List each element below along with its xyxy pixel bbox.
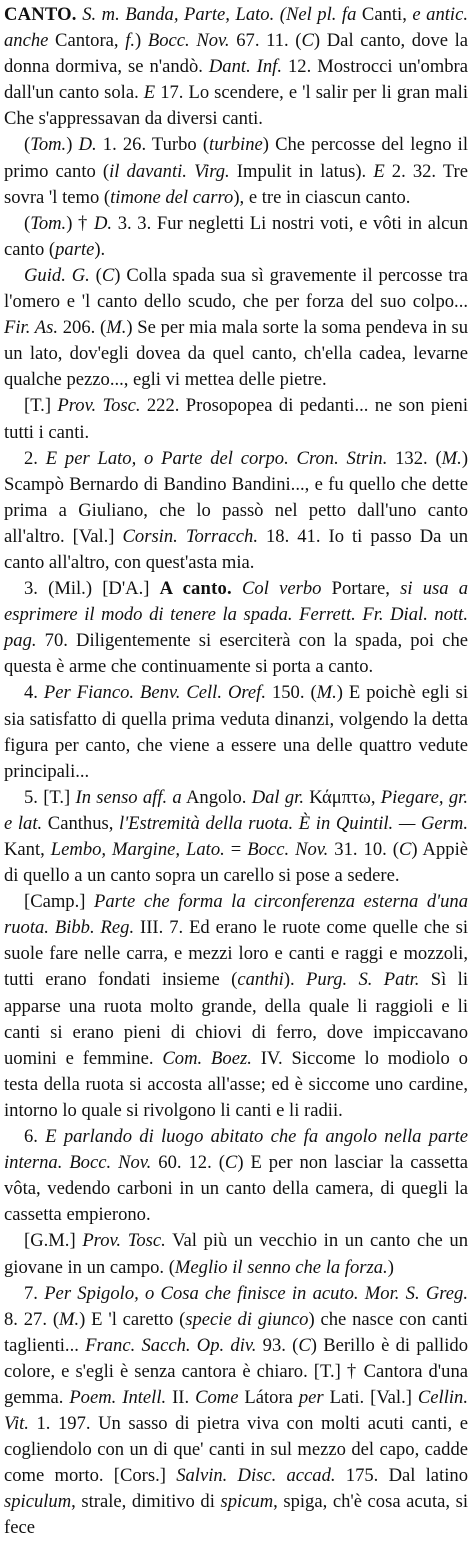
text-run: 12. Mostrocci un'ombra dall'un canto sola. (4, 56, 468, 104)
text-run: Kant, (4, 839, 51, 860)
italic-text: per (298, 1386, 324, 1408)
text-run: 132. ( (387, 447, 442, 469)
entry-sense-paragraph (4, 576, 468, 680)
italic-text: Tom. (30, 212, 67, 234)
text-run: ) Berillo è di pallido colore, e s'egli è senza cantora è chiaro. [T.] † Cantora d'una gemma. (4, 1334, 468, 1408)
italic-text: l'Estremità della ruota. È in Quintil. — Germ. (119, 812, 468, 834)
text-run (232, 578, 242, 599)
entry-sense-paragraph (4, 446, 468, 576)
italic-text: Col verbo (242, 578, 322, 600)
text-run: , strale, dimitivo di (71, 1491, 221, 1513)
text-run: II. (166, 1386, 196, 1408)
text-run: Sì li apparse una ruota molto grande, della quale li raggioli e li canti si erano pieni di chiovi di ferro, dove impiccavano uomini e femmine. (4, 969, 468, 1069)
text-run: 17. Lo scendere, e 'l salir per li gran mali Che s'appressavan da diversi canti. (4, 82, 468, 130)
italic-text: spicum (220, 1491, 274, 1513)
text-run: ( (89, 264, 102, 286)
headword: CANTO. (4, 4, 77, 25)
italic-text: E parlando di luogo abitato che fa angolo nella parte interna. Bocc. Nov. (4, 1126, 468, 1174)
text-run: IV. Siccome lo modiolo o testa della ruota si accosta all'asse; ed è siccome uno cardine, intorno lo quale si rivolgono li canti e li radii. (4, 1047, 468, 1121)
italic-text: Per Fianco. Benv. Cell. Oref. (43, 682, 266, 704)
text-run: [T.] (24, 395, 58, 417)
text-run: ) E poichè egli si sia satisfatto di quella prima veduta dinanzi, volgendo la detta figura per canto, che viene a essere una delle quattro vedute principali... (4, 682, 468, 782)
text-run: ) (66, 134, 79, 156)
text-run: 60. 12. ( (151, 1152, 225, 1174)
text-run: ) Che percosse del legno il primo canto ( (4, 134, 468, 182)
entry-sense-paragraph (4, 211, 468, 263)
italic-text: turbine (209, 134, 263, 156)
text-run: ) † (66, 212, 94, 234)
italic-text: E per Lato, o Parte del corpo. Cron. Strin. (45, 447, 388, 469)
text-run: 5. [T.] (24, 786, 76, 808)
text-run: Canthus, (42, 812, 120, 834)
text-run: 6. (24, 1126, 46, 1148)
text-run: 67. 11. ( (229, 30, 302, 52)
italic-text: timone del carro (110, 186, 234, 208)
italic-text: e antic. anche (4, 4, 468, 52)
text-run: 206. ( (58, 317, 107, 339)
italic-text: Tom. (30, 134, 67, 156)
italic-text: Poem. Intell. (69, 1386, 167, 1408)
entry-sense-paragraph (4, 1124, 468, 1228)
italic-text: Franc. Sacch. Op. div. (85, 1334, 257, 1356)
italic-text: M. (441, 447, 462, 469)
italic-text: Prov. Tosc. (82, 1230, 166, 1252)
entry-sense-paragraph (4, 680, 468, 784)
italic-text: S. m. Banda, Parte, Lato. (Nel pl. fa (82, 4, 357, 25)
italic-text: Meglio il senno che la forza. (174, 1256, 388, 1278)
text-run: 3. (Mil.) [D'A.] (24, 578, 160, 600)
italic-text: C (101, 264, 115, 286)
entry-sense-paragraph (4, 393, 468, 445)
text-run: 4. (24, 682, 44, 704)
text-run: Angolo. (181, 786, 252, 808)
dictionary-entry-canto (4, 2, 468, 1542)
text-run: Lati. [Val.] (323, 1386, 418, 1408)
text-run: III. 7. Ed erano le ruote come quelle che si suole fare nelle carra, e mezzi loro e canti e raggi e mozzoli, tutti erano fondati insieme ( (4, 917, 469, 991)
text-run: ) Se per mia mala sorte la soma pendeva in su un lato, dov'egli dovea da quel canto, ch'ella cadea, levarne qualche pezzo..., egli vi mettea delle pietre. (4, 317, 469, 391)
text-run: ). (283, 969, 307, 991)
italic-text: M. (106, 317, 127, 339)
text-run: ) Appiè di quello a un canto sopra un carello si pose a sedere. (4, 839, 468, 887)
headword: A canto. (159, 578, 232, 600)
italic-text: si usa a esprimere il modo di tenere la spada. Ferrett. Fr. Dial. nott. pag. (4, 578, 469, 652)
italic-text: canthi (237, 969, 284, 991)
text-run: 93. ( (256, 1334, 299, 1356)
entry-sense-paragraph (4, 263, 468, 393)
text-run: 150. ( (266, 682, 317, 704)
entry-sense-paragraph (4, 1228, 468, 1280)
italic-text: Lembo, Margine, Lato. (50, 839, 225, 860)
text-run: ) E per non lasciar la cassetta vôta, vedendo carboni in un canto della camera, di quegli la cassetta empierono. (4, 1152, 469, 1226)
italic-text: D. (78, 134, 97, 156)
text-run: ) che nasce con canti taglienti... (4, 1308, 468, 1356)
text-run: Κάμπτω, (304, 786, 381, 808)
text-run: [Camp.] (24, 891, 94, 913)
italic-text: f. (125, 30, 136, 52)
italic-text: Purg. S. Patr. (306, 969, 420, 991)
italic-text: M. (59, 1308, 80, 1330)
italic-text: Dal gr. (251, 786, 304, 808)
text-run: 2. 32. Tre sovra 'l temo ( (4, 160, 468, 208)
text-run: 8. 27. ( (4, 1308, 60, 1330)
italic-text: Bocc. Nov. (247, 839, 329, 860)
text-run: Canti, (356, 4, 413, 25)
italic-text: M. (316, 682, 337, 704)
italic-text: Bocc. Nov. (147, 30, 230, 52)
italic-text: Guid. G. (24, 264, 90, 286)
text-run: 175. Dal latino (335, 1465, 468, 1487)
entry-headword-paragraph (4, 2, 468, 132)
text-run: , spiga, ch'è cosa acuta, si fece (4, 1491, 468, 1539)
entry-sense-paragraph (4, 132, 468, 210)
text-run: Látora (238, 1386, 299, 1408)
text-run: Val più un vecchio in un canto che un giovane in un campo. ( (4, 1230, 469, 1278)
text-run: ) Dal canto, dove la donna dormiva, se n'andò. (4, 30, 469, 78)
text-run: ( (24, 134, 31, 156)
italic-text: Fir. As. (4, 317, 58, 339)
italic-text: Dant. Inf. (208, 56, 282, 78)
text-run: 222. Prosopopea di pedanti... ne son pieni tutti i canti. (4, 395, 469, 443)
italic-text: In senso aff. a (75, 786, 182, 808)
italic-text: il davanti. Virg. (109, 160, 230, 182)
entry-sense-paragraph (4, 785, 468, 889)
text-run: ) (387, 1256, 394, 1278)
text-run: 1. 26. Turbo ( (96, 134, 210, 156)
text-run: ) E 'l caretto ( (79, 1308, 186, 1330)
text-run: ) Colla spada sua sì gravemente il percosse tra l'omero e 'l canto dello scudo, che per forza del suo colpo... (4, 264, 468, 313)
italic-text: specie di giunco (185, 1308, 309, 1330)
text-run: 1. 197. Un sasso di pietra viva con molti acuti canti, e cogliendolo con un di que' canti in sul mezzo del capo, cadde come morto. [Cors.] (4, 1413, 468, 1487)
dictionary-page (4, 0, 468, 1542)
italic-text: Per Spigolo, o Cosa che finisce in acuto. Mor. S. Greg. (44, 1282, 469, 1304)
entry-sense-paragraph (4, 889, 468, 1124)
text-run: [G.M.] (24, 1230, 83, 1252)
text-run: 18. 41. Io ti passo Da un canto all'altro, con quest'asta mia. (4, 525, 468, 573)
italic-text: parte (55, 238, 95, 260)
text-run: 3. 3. Fur negletti Li nostri voti, e vôti in alcun canto ( (4, 212, 468, 260)
italic-text: E (143, 82, 156, 104)
text-run: Cantora, (48, 30, 126, 52)
italic-text: Piegare, gr. e lat. (4, 786, 468, 834)
text-run: ), e tre in ciascun canto. (233, 186, 411, 208)
italic-text: Salvin. Disc. accad. (176, 1465, 336, 1487)
text-run: 2. (24, 447, 46, 469)
italic-text: C (398, 839, 412, 860)
italic-text: C (298, 1334, 311, 1356)
text-run: 70. Diligentemente si eserciterà con la spada, poi che questa è arme che continuamente si porta a canto. (4, 630, 468, 678)
text-run: ) Scampò Bernardo di Bandino Bandini..., e fu quello che dette prima a Giuliano, che lo passò nel petto dall'uno canto all'altro. [Val.] (4, 447, 469, 547)
italic-text: C (301, 30, 314, 52)
italic-text: Corsin. Torracch. (122, 525, 258, 547)
italic-text: Com. Boez. (162, 1047, 252, 1069)
italic-text: Prov. Tosc. (57, 395, 141, 417)
text-run: ) (135, 30, 148, 52)
text-run: Portare, (321, 578, 401, 600)
text-run: ( (24, 212, 31, 234)
italic-text: Parte che forma la circonferenza esterna d'una ruota. Bibb. Reg. (4, 891, 468, 939)
italic-text: spiculum (4, 1491, 72, 1513)
italic-text: Cellin. Vit. (4, 1386, 468, 1435)
entry-sense-paragraph (4, 1281, 468, 1542)
text-run: Impulit in latus). (229, 160, 374, 182)
italic-text: C (224, 1152, 238, 1174)
italic-text: Come (195, 1386, 239, 1408)
text-run: = (224, 839, 248, 860)
text-run: 31. 10. ( (328, 839, 399, 860)
text-run: ). (94, 238, 106, 260)
italic-text: E (373, 160, 385, 182)
italic-text: D. (94, 212, 113, 234)
text-run: 7. (24, 1282, 45, 1304)
